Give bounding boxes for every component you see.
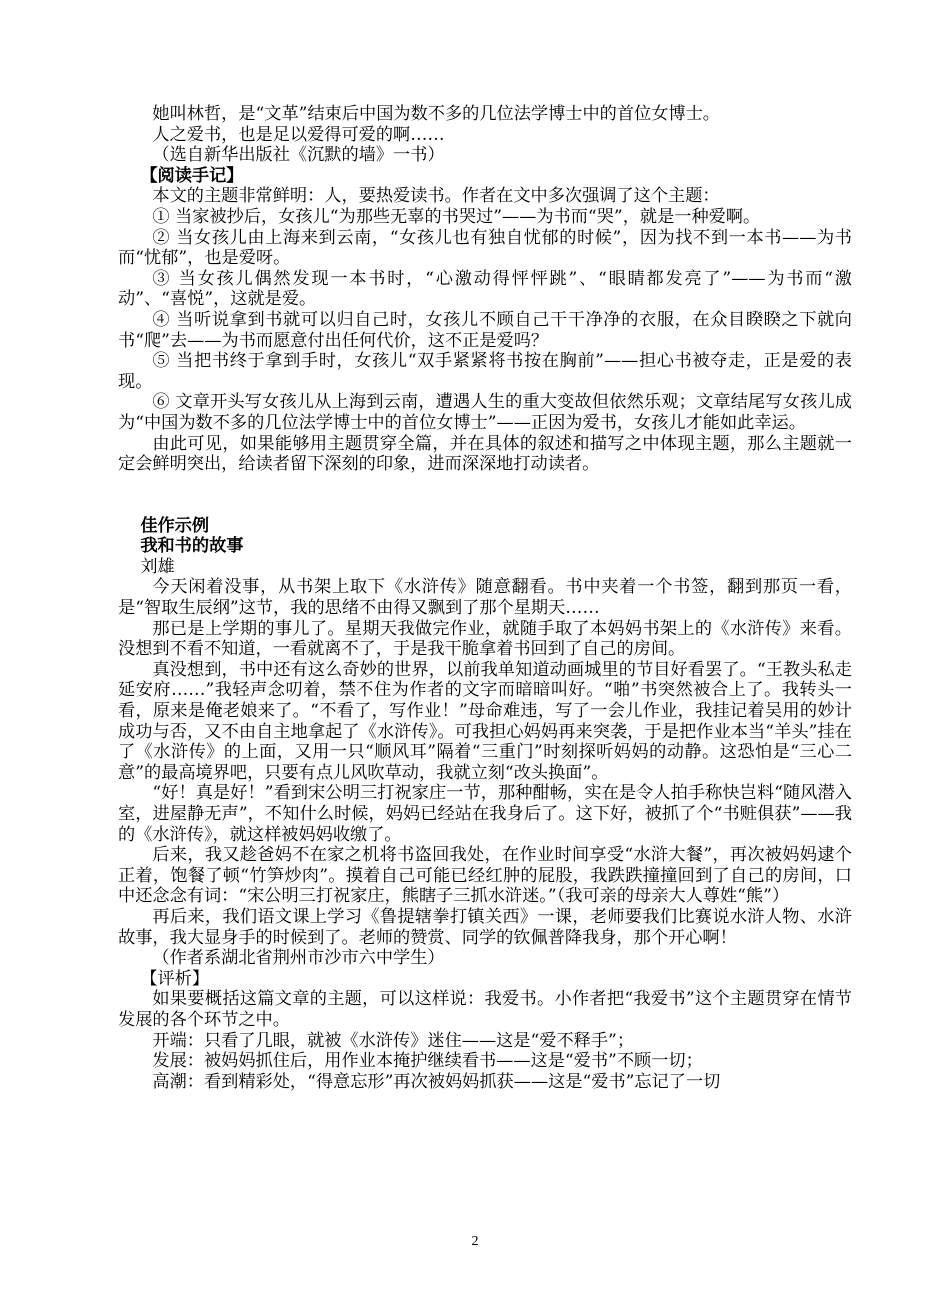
paragraph: 由此可见，如果能够用主题贯穿全篇，并在具体的叙述和描写之中体现主题，那么主题就一定会鲜明突出，给读者留下深刻的印象，进而深深地打动读者。	[118, 433, 852, 475]
paragraph: 发展：被妈妈抓住后，用作业本掩护继续看书——这是“爱书”不顾一切；	[152, 1051, 703, 1072]
spacer	[118, 475, 852, 516]
paragraph: ⑥ 文章开头写女孩儿从上海到云南，遭遇人生的重大变故但依然乐观；文章结尾写女孩儿成为“中国为数不多的几位法学博士中的首位女博士”——正因为爱书，女孩儿才能如此幸运。	[118, 392, 852, 433]
section-heading: 【评析】	[140, 968, 210, 989]
paragraph: 开端：只看了几眼，就被《水浒传》迷住——这是“爱不释手”；	[152, 1030, 635, 1051]
section-heading: 【阅读手记】	[140, 165, 244, 186]
paragraph: 再后来，我们语文课上学习《鲁提辖拳打镇关西》一课，老师要我们比赛说水浒人物、水浒故事，我大显身手的时候到了。老师的赞赏、同学的钦佩普降我身，那个开心啊！	[118, 906, 852, 948]
paragraph: 人之爱书，也是足以爱得可爱的啊……	[152, 124, 445, 145]
paragraph: 今天闲着没事，从书架上取下《水浒传》随意翻看。书中夹着一个书签，翻到那页一看，是“智取生辰纲”这节，我的思绪不由得又飘到了那个星期天……	[118, 577, 852, 619]
paragraph: ⑤ 当把书终于拿到手时，女孩儿“双手紧紧将书按在胸前”——担心书被夺走，正是爱的表现。	[118, 351, 852, 392]
paragraph: 真没想到，书中还有这么奇妙的世界，以前我单知道动画城里的节目好看罢了。“王教头私走延安府……”我轻声念叨着，禁不住为作者的文字而暗暗叫好。“啪”书突然被合上了。我转头一看，原来是俺老娘来了。“不看了，写作业！”母命难违，写了一会儿作业，我挂记着吴用的妙计成功与否，又不由自主地拿起了《水浒传》。可我担心妈妈再来突袭，于是把作业本当“羊头”挂在了《水浒传》的上面，又用一只“顺风耳”隔着“三重门”时刻探听妈妈的动静。这恐怕是“三心二意”的最高境界吧，只要有点儿风吹草动，我就立刻“改头换面”。	[118, 659, 852, 783]
paragraph: “好！真是好！”看到宋公明三打祝家庄一节，那种酣畅，实在是令人拍手称快岂料“随风潜入室，进屋静无声”，不知什么时候，妈妈已经站在我身后了。这下好，被抓了个“书赃俱获”——我的《水浒传》，就这样被妈妈收缴了。	[118, 783, 852, 845]
source-note: （选自新华出版社《沉默的墙》一书）	[152, 145, 445, 166]
paragraph: 本文的主题非常鲜明：人，要热爱读书。作者在文中多次强调了这个主题：	[152, 186, 720, 207]
paragraph: 高潮：看到精彩处，“得意忘形”再次被妈妈抓获——这是“爱书”忘记了一切	[152, 1071, 721, 1092]
document-body	[118, 104, 852, 1092]
page-number: 2	[471, 1234, 479, 1249]
paragraph: ② 当女孩儿由上海来到云南，“女孩儿也有独自忧郁的时候”，因为找不到一本书——为书而“忧郁”，也是爱呀。	[118, 227, 852, 269]
paragraph: ③ 当女孩儿偶然发现一本书时，“心激动得怦怦跳”、“眼睛都发亮了”——为书而“激动”、“喜悦”，这就是爱。	[118, 268, 852, 310]
essay-title: 我和书的故事	[140, 536, 244, 557]
paragraph: 后来，我又趁爸妈不在家之机将书盗回我处，在作业时间享受“水浒大餐”，再次被妈妈逮个正着，饱餐了顿“竹笋炒肉”。摸着自己可能已经红肿的屁股，我跌跌撞撞回到了自己的房间，口中还念念有词：“宋公明三打祝家庄，熊瞎子三抓水浒迷。”（我可亲的母亲大人尊姓“熊”）	[118, 845, 852, 907]
paragraph: 那已是上学期的事儿了。星期天我做完作业，就随手取了本妈妈书架上的《水浒传》来看。没想到不看不知道，一看就离不了，于是我干脆拿着书回到了自己的房间。	[118, 618, 852, 660]
essay-author: 刘雄	[140, 556, 175, 577]
paragraph: 她叫林哲，是“文革”结束后中国为数不多的几位法学博士中的首位女博士。	[152, 104, 720, 124]
paragraph: 如果要概括这篇文章的主题，可以这样说：我爱书。小作者把“我爱书”这个主题贯穿在情节发展的各个环节之中。	[118, 989, 852, 1030]
paragraph: ④ 当听说拿到书就可以归自己时，女孩儿不顾自己干干净净的衣服，在众目睽睽之下就向书“爬”去——为书而愿意付出任何代价，这不正是爱吗？	[118, 309, 852, 351]
paragraph: ① 当家被抄后，女孩儿“为那些无辜的书哭过”——为书而“哭”，就是一种爱啊。	[152, 206, 761, 227]
author-note: （作者系湖北省荆州市沙市六中学生）	[152, 948, 445, 969]
section-label: 佳作示例	[140, 515, 210, 536]
